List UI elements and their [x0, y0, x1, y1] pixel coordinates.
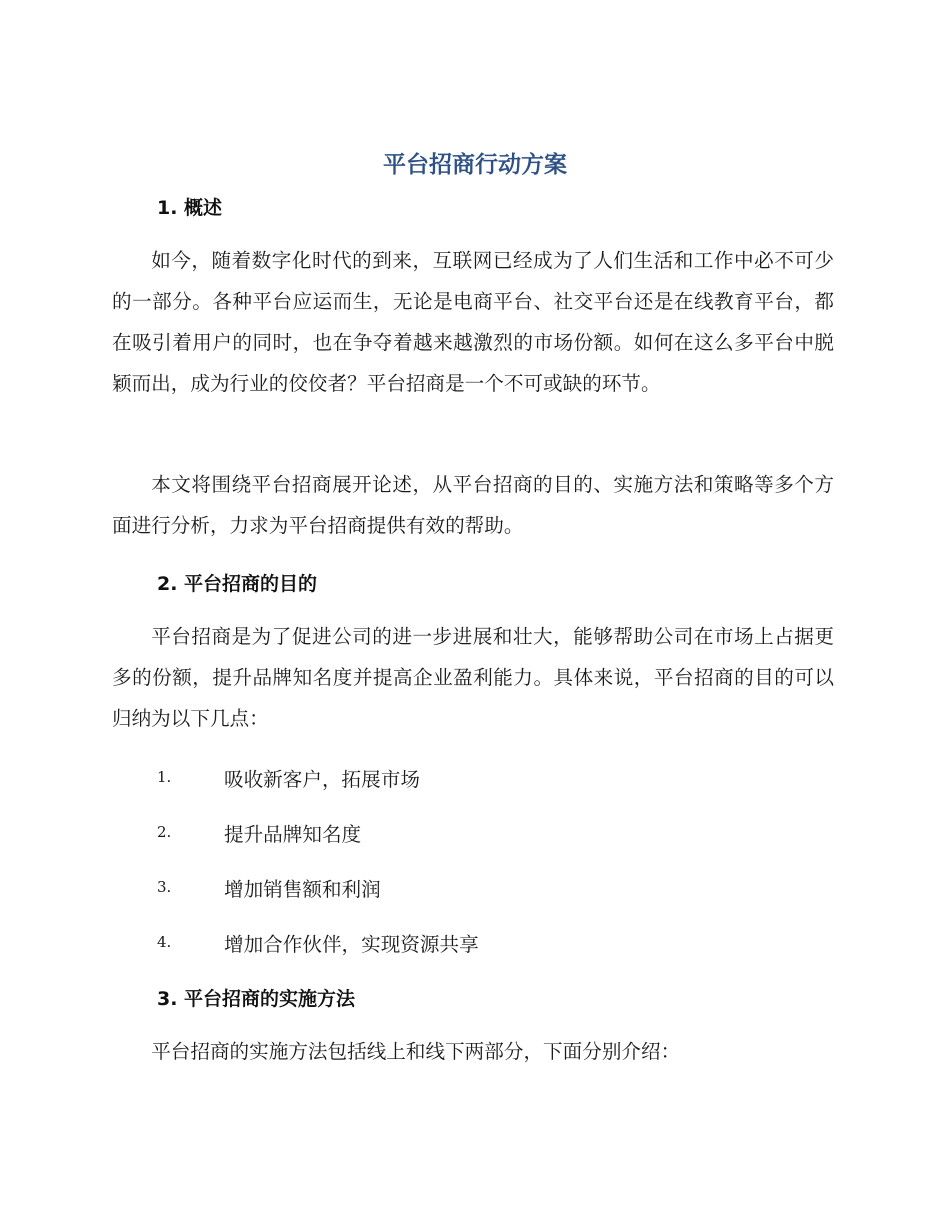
- document-title: 平台招商行动方案: [383, 152, 567, 178]
- paragraph-overview-1: 如今，随着数字化时代的到来，互联网已经成为了人们生活和工作中必不可少的一部分。各种平台应运而生，无论是电商平台、社交平台还是在线教育平台，都在吸引着用户的同时，也在争夺着越来越激烈的市场份额。如何在这么多平台中脱颖而出，成为行业的佼佼者？平台招商是一个不可或缺的环节。: [112, 249, 834, 395]
- list-item-text: 增加销售额和利润: [224, 878, 381, 901]
- list-item-number: 2.: [157, 823, 172, 841]
- list-item-text: 增加合作伙伴，实现资源共享: [224, 933, 479, 956]
- section-heading-methods: 3. 平台招商的实施方法: [157, 988, 356, 1010]
- paragraph-purpose: 平台招商是为了促进公司的进一步进展和壮大，能够帮助公司在市场上占据更多的份额，提升品牌知名度并提高企业盈利能力。具体来说，平台招商的目的可以归纳为以下几点：: [112, 625, 834, 730]
- list-item-number: 1.: [157, 768, 172, 786]
- paragraph-methods: 平台招商的实施方法包括线上和线下两部分，下面分别介绍：: [151, 1040, 681, 1063]
- list-item-text: 提升品牌知名度: [224, 823, 362, 846]
- section-heading-purpose: 2. 平台招商的目的: [157, 573, 318, 595]
- list-item-number: 4.: [157, 933, 172, 951]
- paragraph-overview-2: 本文将围绕平台招商展开论述，从平台招商的目的、实施方法和策略等多个方面进行分析，力求为平台招商提供有效的帮助。: [112, 473, 834, 537]
- list-item-number: 3.: [157, 878, 172, 896]
- list-item-text: 吸收新客户，拓展市场: [224, 768, 420, 791]
- section-heading-overview: 1. 概述: [157, 197, 223, 219]
